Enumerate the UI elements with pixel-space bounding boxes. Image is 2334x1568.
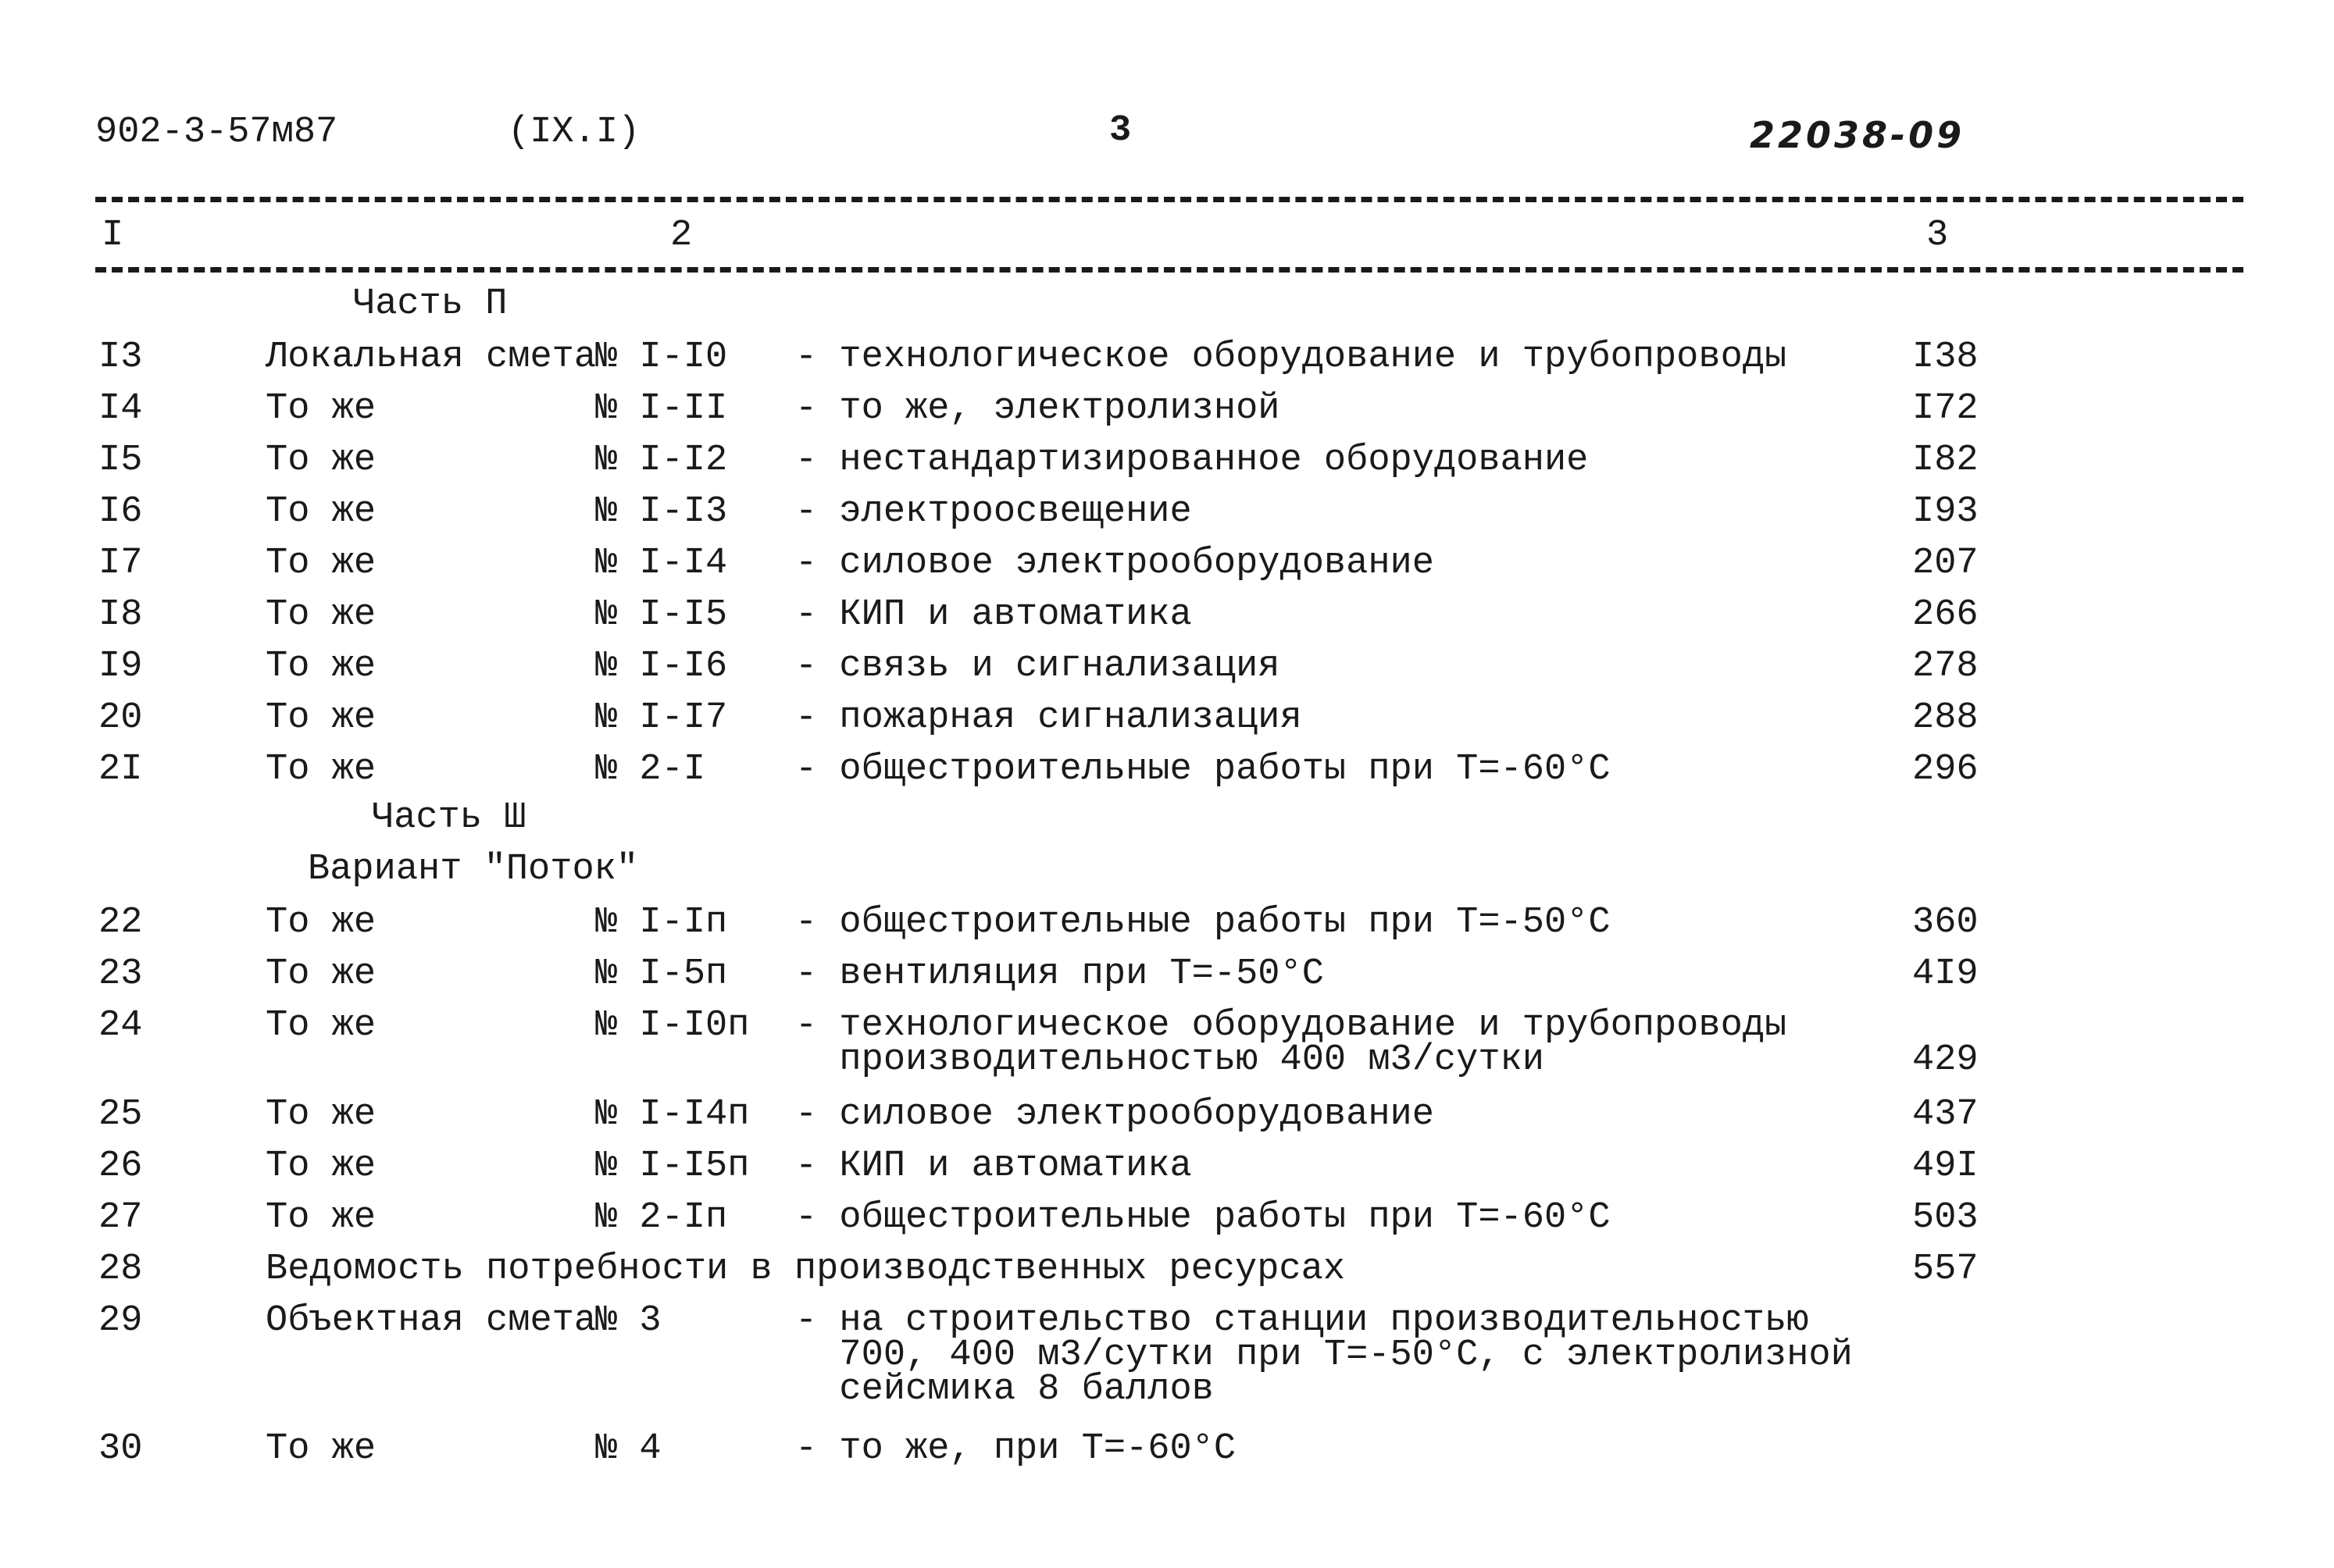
row-page-number: 288 bbox=[1912, 697, 1979, 739]
row-estimate-number: № 3 bbox=[595, 1300, 662, 1342]
row-estimate-number: № 2-I bbox=[595, 749, 706, 790]
row-document-name: То же bbox=[266, 440, 377, 481]
row-description: - нестандартизированное оборудование bbox=[795, 440, 1589, 481]
row-estimate-number: № I-I5п bbox=[595, 1146, 750, 1187]
inventory-number: 22038-09 bbox=[1750, 114, 1965, 156]
row-document-name: То же bbox=[266, 646, 377, 687]
row-estimate-number: № I-I4п bbox=[595, 1094, 750, 1135]
row-description: - КИП и автоматика bbox=[795, 594, 1192, 636]
row-page-number: 4I9 bbox=[1912, 953, 1979, 995]
row-description: - силовое электрооборудование bbox=[795, 1094, 1434, 1135]
column-header-2: 2 bbox=[670, 215, 693, 256]
row-page-number: 266 bbox=[1912, 594, 1979, 636]
row-number: 24 bbox=[98, 1005, 143, 1046]
row-page-number: 296 bbox=[1912, 749, 1979, 790]
row-page-number: 557 bbox=[1912, 1249, 1979, 1290]
row-description: - электроосвещение bbox=[795, 491, 1192, 533]
row-estimate-number: № I-II bbox=[595, 388, 728, 429]
row-page-number: 278 bbox=[1912, 646, 1979, 687]
row-document-name: То же bbox=[266, 1005, 377, 1046]
part-3-title: Часть Ш bbox=[372, 797, 526, 839]
row-description: - связь и сигнализация bbox=[795, 646, 1280, 687]
row-description: сейсмика 8 баллов bbox=[795, 1369, 1214, 1410]
page-number: 3 bbox=[1109, 110, 1132, 151]
row-page-number: 437 bbox=[1912, 1094, 1979, 1135]
row-description: - то же, при Т=-60°С bbox=[795, 1428, 1237, 1470]
row-document-name: То же bbox=[266, 1428, 377, 1470]
row-document-name: Локальная смета bbox=[266, 337, 597, 378]
row-number: I4 bbox=[98, 388, 143, 429]
row-document-name: То же bbox=[266, 543, 377, 584]
row-description: - вентиляция при Т=-50°С bbox=[795, 953, 1324, 995]
row-description: - общестроительные работы при Т=-60°С bbox=[795, 1197, 1611, 1238]
row-description: - то же, электролизной bbox=[795, 388, 1280, 429]
row-description: производительностью 400 м3/сутки bbox=[795, 1039, 1544, 1081]
row-document-name: То же bbox=[266, 953, 377, 995]
row-number: 22 bbox=[98, 902, 143, 943]
document-code: 902-3-57м87 bbox=[95, 112, 338, 153]
row-estimate-number: № I-I2 bbox=[595, 440, 728, 481]
row-page-number: I93 bbox=[1912, 491, 1979, 533]
row-estimate-number: № I-I3 bbox=[595, 491, 728, 533]
row-number: 27 bbox=[98, 1197, 143, 1238]
top-divider bbox=[95, 197, 2243, 202]
row-number: I5 bbox=[98, 440, 143, 481]
section-label: (IX.I) bbox=[508, 112, 641, 153]
row-number: 23 bbox=[98, 953, 143, 995]
row-number: 26 bbox=[98, 1146, 143, 1187]
row-document-name: То же bbox=[266, 388, 377, 429]
row-description: - на строительство станции производительностью bbox=[795, 1300, 1809, 1342]
row-document-name: То же bbox=[266, 902, 377, 943]
row-number: I3 bbox=[98, 337, 143, 378]
row-estimate-number: № I-I0п bbox=[595, 1005, 750, 1046]
row-estimate-number: № 2-Iп bbox=[595, 1197, 728, 1238]
part-2-title: Часть П bbox=[353, 283, 508, 325]
row-description: 700, 400 м3/сутки при Т=-50°С, с электролизной bbox=[795, 1335, 1853, 1376]
row-number: I8 bbox=[98, 594, 143, 636]
row-number: 2I bbox=[98, 749, 143, 790]
row-number: 29 bbox=[98, 1300, 143, 1342]
row-page-number: 360 bbox=[1912, 902, 1979, 943]
row-number: 20 bbox=[98, 697, 143, 739]
row-number: I9 bbox=[98, 646, 143, 687]
row-description: - технологическое оборудование и трубопроводы bbox=[795, 337, 1787, 378]
row-description: - пожарная сигнализация bbox=[795, 697, 1302, 739]
row-page-number: 49I bbox=[1912, 1146, 1979, 1187]
row-page-number: I82 bbox=[1912, 440, 1979, 481]
row-estimate-number: № I-I0 bbox=[595, 337, 728, 378]
row-document-name: То же bbox=[266, 1146, 377, 1187]
row-document-name: Объектная смета bbox=[266, 1300, 597, 1342]
row-description: - общестроительные работы при Т=-50°С bbox=[795, 902, 1611, 943]
row-page-number: 429 bbox=[1912, 1039, 1979, 1081]
row-number: I7 bbox=[98, 543, 143, 584]
row-estimate-number: № I-I5 bbox=[595, 594, 728, 636]
row-estimate-number: № I-I6 bbox=[595, 646, 728, 687]
column-header-1: I bbox=[102, 215, 124, 256]
row-page-number: 207 bbox=[1912, 543, 1979, 584]
row-estimate-number: № 4 bbox=[595, 1428, 662, 1470]
part-3-subtitle: Вариант "Поток" bbox=[308, 849, 639, 890]
row-document-name: То же bbox=[266, 491, 377, 533]
row-estimate-number: № I-Iп bbox=[595, 902, 728, 943]
row-document-name: Ведомость потребности в производственных ресурсах bbox=[266, 1249, 1346, 1290]
row-document-name: То же bbox=[266, 1197, 377, 1238]
row-description: - общестроительные работы при Т=-60°С bbox=[795, 749, 1611, 790]
row-estimate-number: № I-5п bbox=[595, 953, 728, 995]
row-description: - силовое электрооборудование bbox=[795, 543, 1434, 584]
row-document-name: То же bbox=[266, 1094, 377, 1135]
row-document-name: То же bbox=[266, 697, 377, 739]
row-page-number: I38 bbox=[1912, 337, 1979, 378]
column-header-3: 3 bbox=[1926, 215, 1949, 256]
row-number: 30 bbox=[98, 1428, 143, 1470]
row-number: I6 bbox=[98, 491, 143, 533]
row-document-name: То же bbox=[266, 594, 377, 636]
row-number: 28 bbox=[98, 1249, 143, 1290]
row-description: - КИП и автоматика bbox=[795, 1146, 1192, 1187]
row-number: 25 bbox=[98, 1094, 143, 1135]
row-document-name: То же bbox=[266, 749, 377, 790]
row-estimate-number: № I-I7 bbox=[595, 697, 728, 739]
row-page-number: 503 bbox=[1912, 1197, 1979, 1238]
row-page-number: I72 bbox=[1912, 388, 1979, 429]
row-estimate-number: № I-I4 bbox=[595, 543, 728, 584]
row-description: - технологическое оборудование и трубопроводы bbox=[795, 1005, 1787, 1046]
header-divider bbox=[95, 267, 2243, 273]
